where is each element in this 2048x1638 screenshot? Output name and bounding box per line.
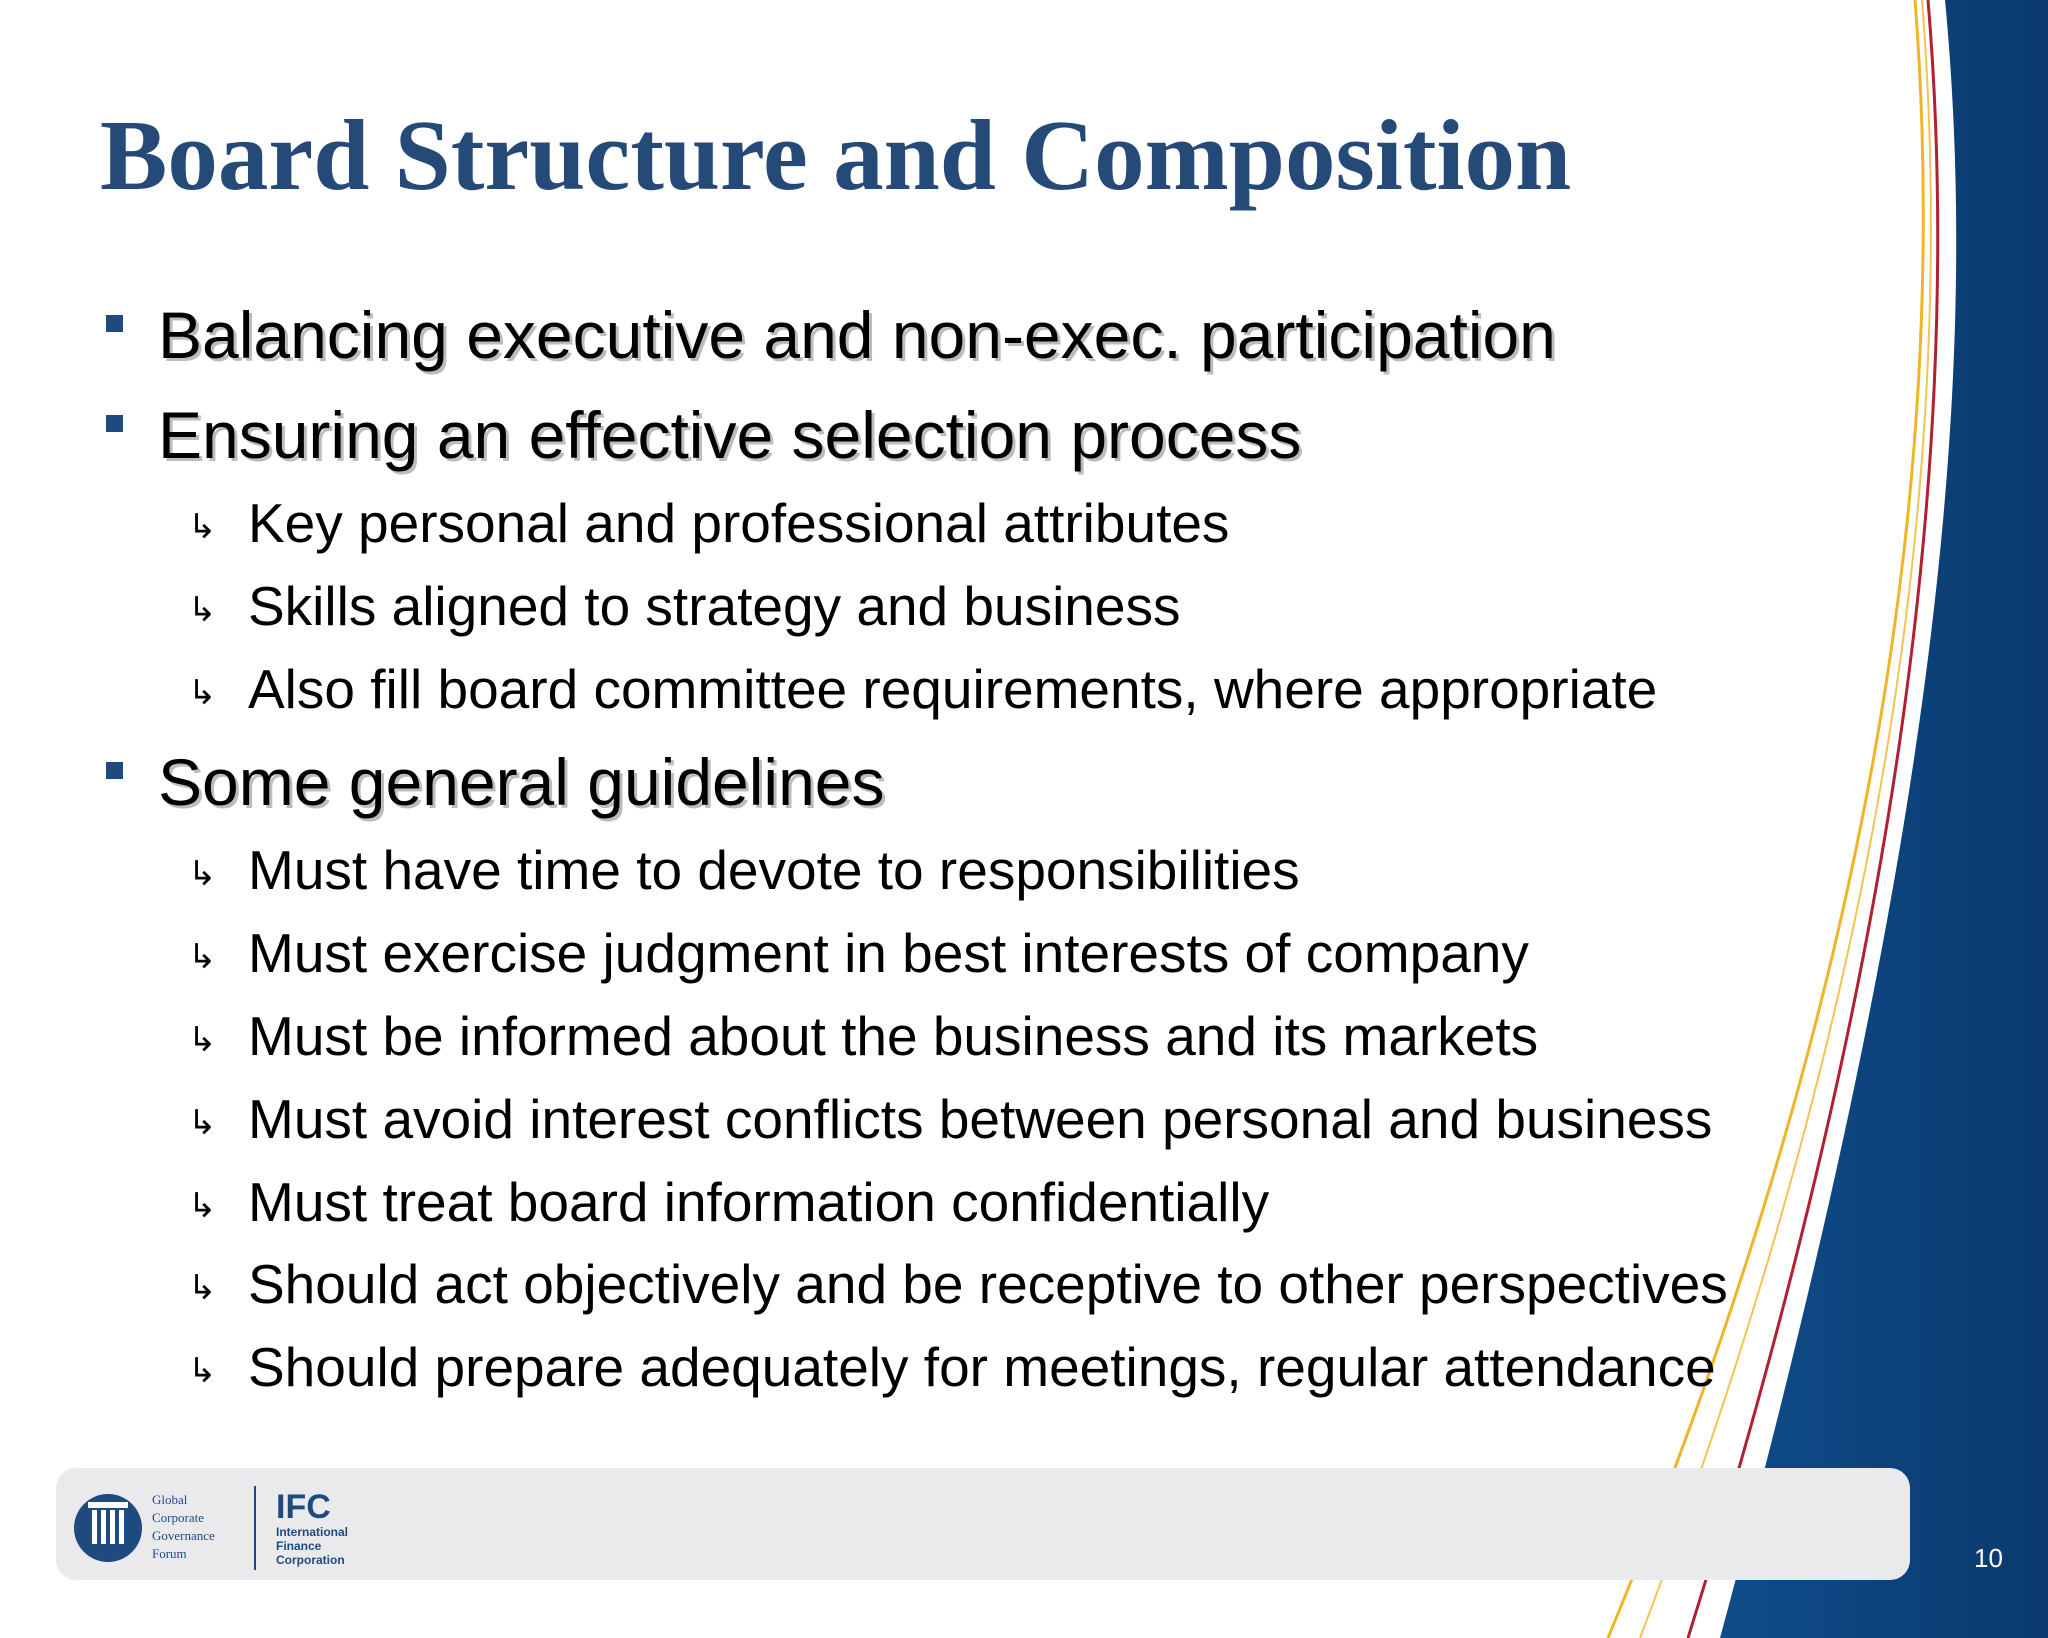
corner-arrow-icon: ↳ [188,507,217,547]
sub-bullet-text: Should prepare adequately for meetings, regular attendance [248,1336,1716,1398]
sub-bullet-text: Must have time to devote to responsibilities [248,839,1300,901]
ifc-brand: IFC [276,1488,331,1526]
corner-arrow-icon: ↳ [188,673,217,713]
logo-right-text: Corporation [276,1553,345,1567]
bullet-text: Ensuring an effective selection process [158,398,1302,472]
logo-divider [254,1486,256,1570]
square-bullet-icon [106,415,123,432]
footer-logo [70,1478,380,1576]
corner-arrow-icon: ↳ [188,854,217,894]
sub-bullet-text: Must treat board information confidentially [248,1171,1270,1233]
logo-right-text: Finance [276,1539,322,1553]
corner-arrow-icon: ↳ [188,1268,217,1308]
square-bullet-icon [106,762,123,779]
sub-bullet-text: Must be informed about the business and its markets [248,1005,1539,1067]
corner-arrow-icon: ↳ [188,937,217,977]
logo-left-text: Global [152,1492,188,1507]
logo-left-text: Corporate [152,1510,204,1525]
corner-arrow-icon: ↳ [188,1186,217,1226]
column-emblem-icon [74,1494,142,1562]
slide-title: Board Structure and Composition [100,99,1572,211]
bullet-text: Balancing executive and non-exec. participation [158,298,1556,372]
sub-bullet-text: Must exercise judgment in best interests of company [248,922,1529,984]
corner-arrow-icon: ↳ [188,590,217,630]
logo-left-text: Forum [152,1546,187,1561]
sub-bullet-text: Skills aligned to strategy and business [248,575,1181,637]
sub-bullet-text: Should act objectively and be receptive to other perspectives [248,1253,1728,1315]
logo-left-text: Governance [152,1528,215,1543]
square-bullet-icon [106,315,123,332]
sub-bullet-text: Must avoid interest conflicts between personal and business [248,1088,1713,1150]
page-number: 10 [1974,1543,2003,1573]
corner-arrow-icon: ↳ [188,1020,217,1060]
corner-arrow-icon: ↳ [188,1351,217,1391]
sub-bullet-text: Key personal and professional attributes [248,492,1230,554]
sub-bullet-text: Also fill board committee requirements, where appropriate [248,658,1658,720]
logo-right-text: International [276,1525,349,1539]
bullet-text: Some general guidelines [158,745,885,819]
corner-arrow-icon: ↳ [188,1103,217,1143]
